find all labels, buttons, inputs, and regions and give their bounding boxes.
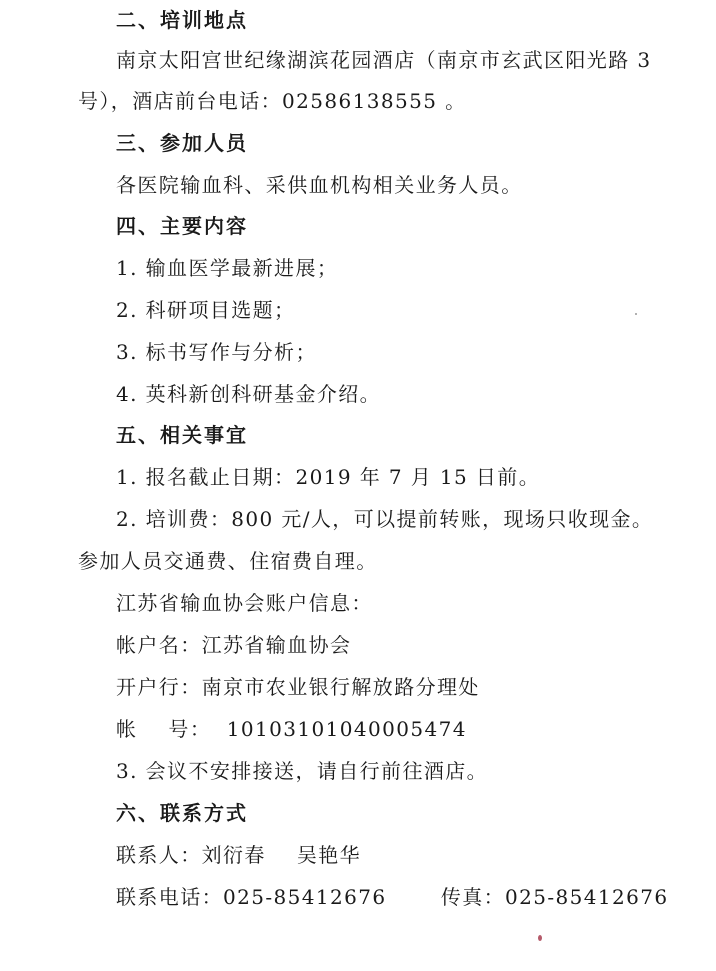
contact-people: 联系人：刘衍春 吴艳华 (116, 843, 362, 867)
participants-text: 各医院输血科、采供血机构相关业务人员。 (116, 173, 523, 197)
contact-phone-fax: 联系电话：025-85412676 传真：025-85412676 (116, 885, 669, 909)
section-heading-contact: 六、联系方式 (116, 801, 248, 825)
section-heading-content: 四、主要内容 (116, 214, 248, 238)
account-name: 帐户名：江苏省输血协会 (116, 633, 352, 657)
content-item: 4. 英科新创科研基金介绍。 (116, 382, 382, 406)
location-text-line2: 号），酒店前台电话：02586138555 。 (78, 89, 467, 113)
registration-deadline: 1. 报名截止日期：2019 年 7 月 15 日前。 (116, 465, 541, 489)
account-info-title: 江苏省输血协会账户信息： (116, 591, 373, 615)
section-heading-matters: 五、相关事宜 (116, 423, 248, 447)
account-number: 帐 号： 10103101040005474 (116, 717, 467, 741)
bank-branch: 开户行：南京市农业银行解放路分理处 (116, 675, 480, 699)
scan-speck (538, 935, 542, 941)
scan-speck (635, 313, 637, 315)
section-heading-participants: 三、参加人员 (116, 131, 248, 155)
transport-note: 3. 会议不安排接送，请自行前往酒店。 (116, 759, 489, 783)
training-fee-line2: 参加人员交通费、住宿费自理。 (78, 549, 378, 573)
content-item: 3. 标书写作与分析； (116, 340, 317, 364)
section-heading-location: 二、培训地点 (116, 8, 248, 32)
content-item: 2. 科研项目选题； (116, 298, 296, 322)
training-fee-line1: 2. 培训费：800 元/人，可以提前转账，现场只收现金。 (116, 507, 654, 531)
location-text-line1: 南京太阳宫世纪缘湖滨花园酒店（南京市玄武区阳光路 3 (116, 48, 652, 72)
content-item: 1. 输血医学最新进展； (116, 256, 339, 280)
